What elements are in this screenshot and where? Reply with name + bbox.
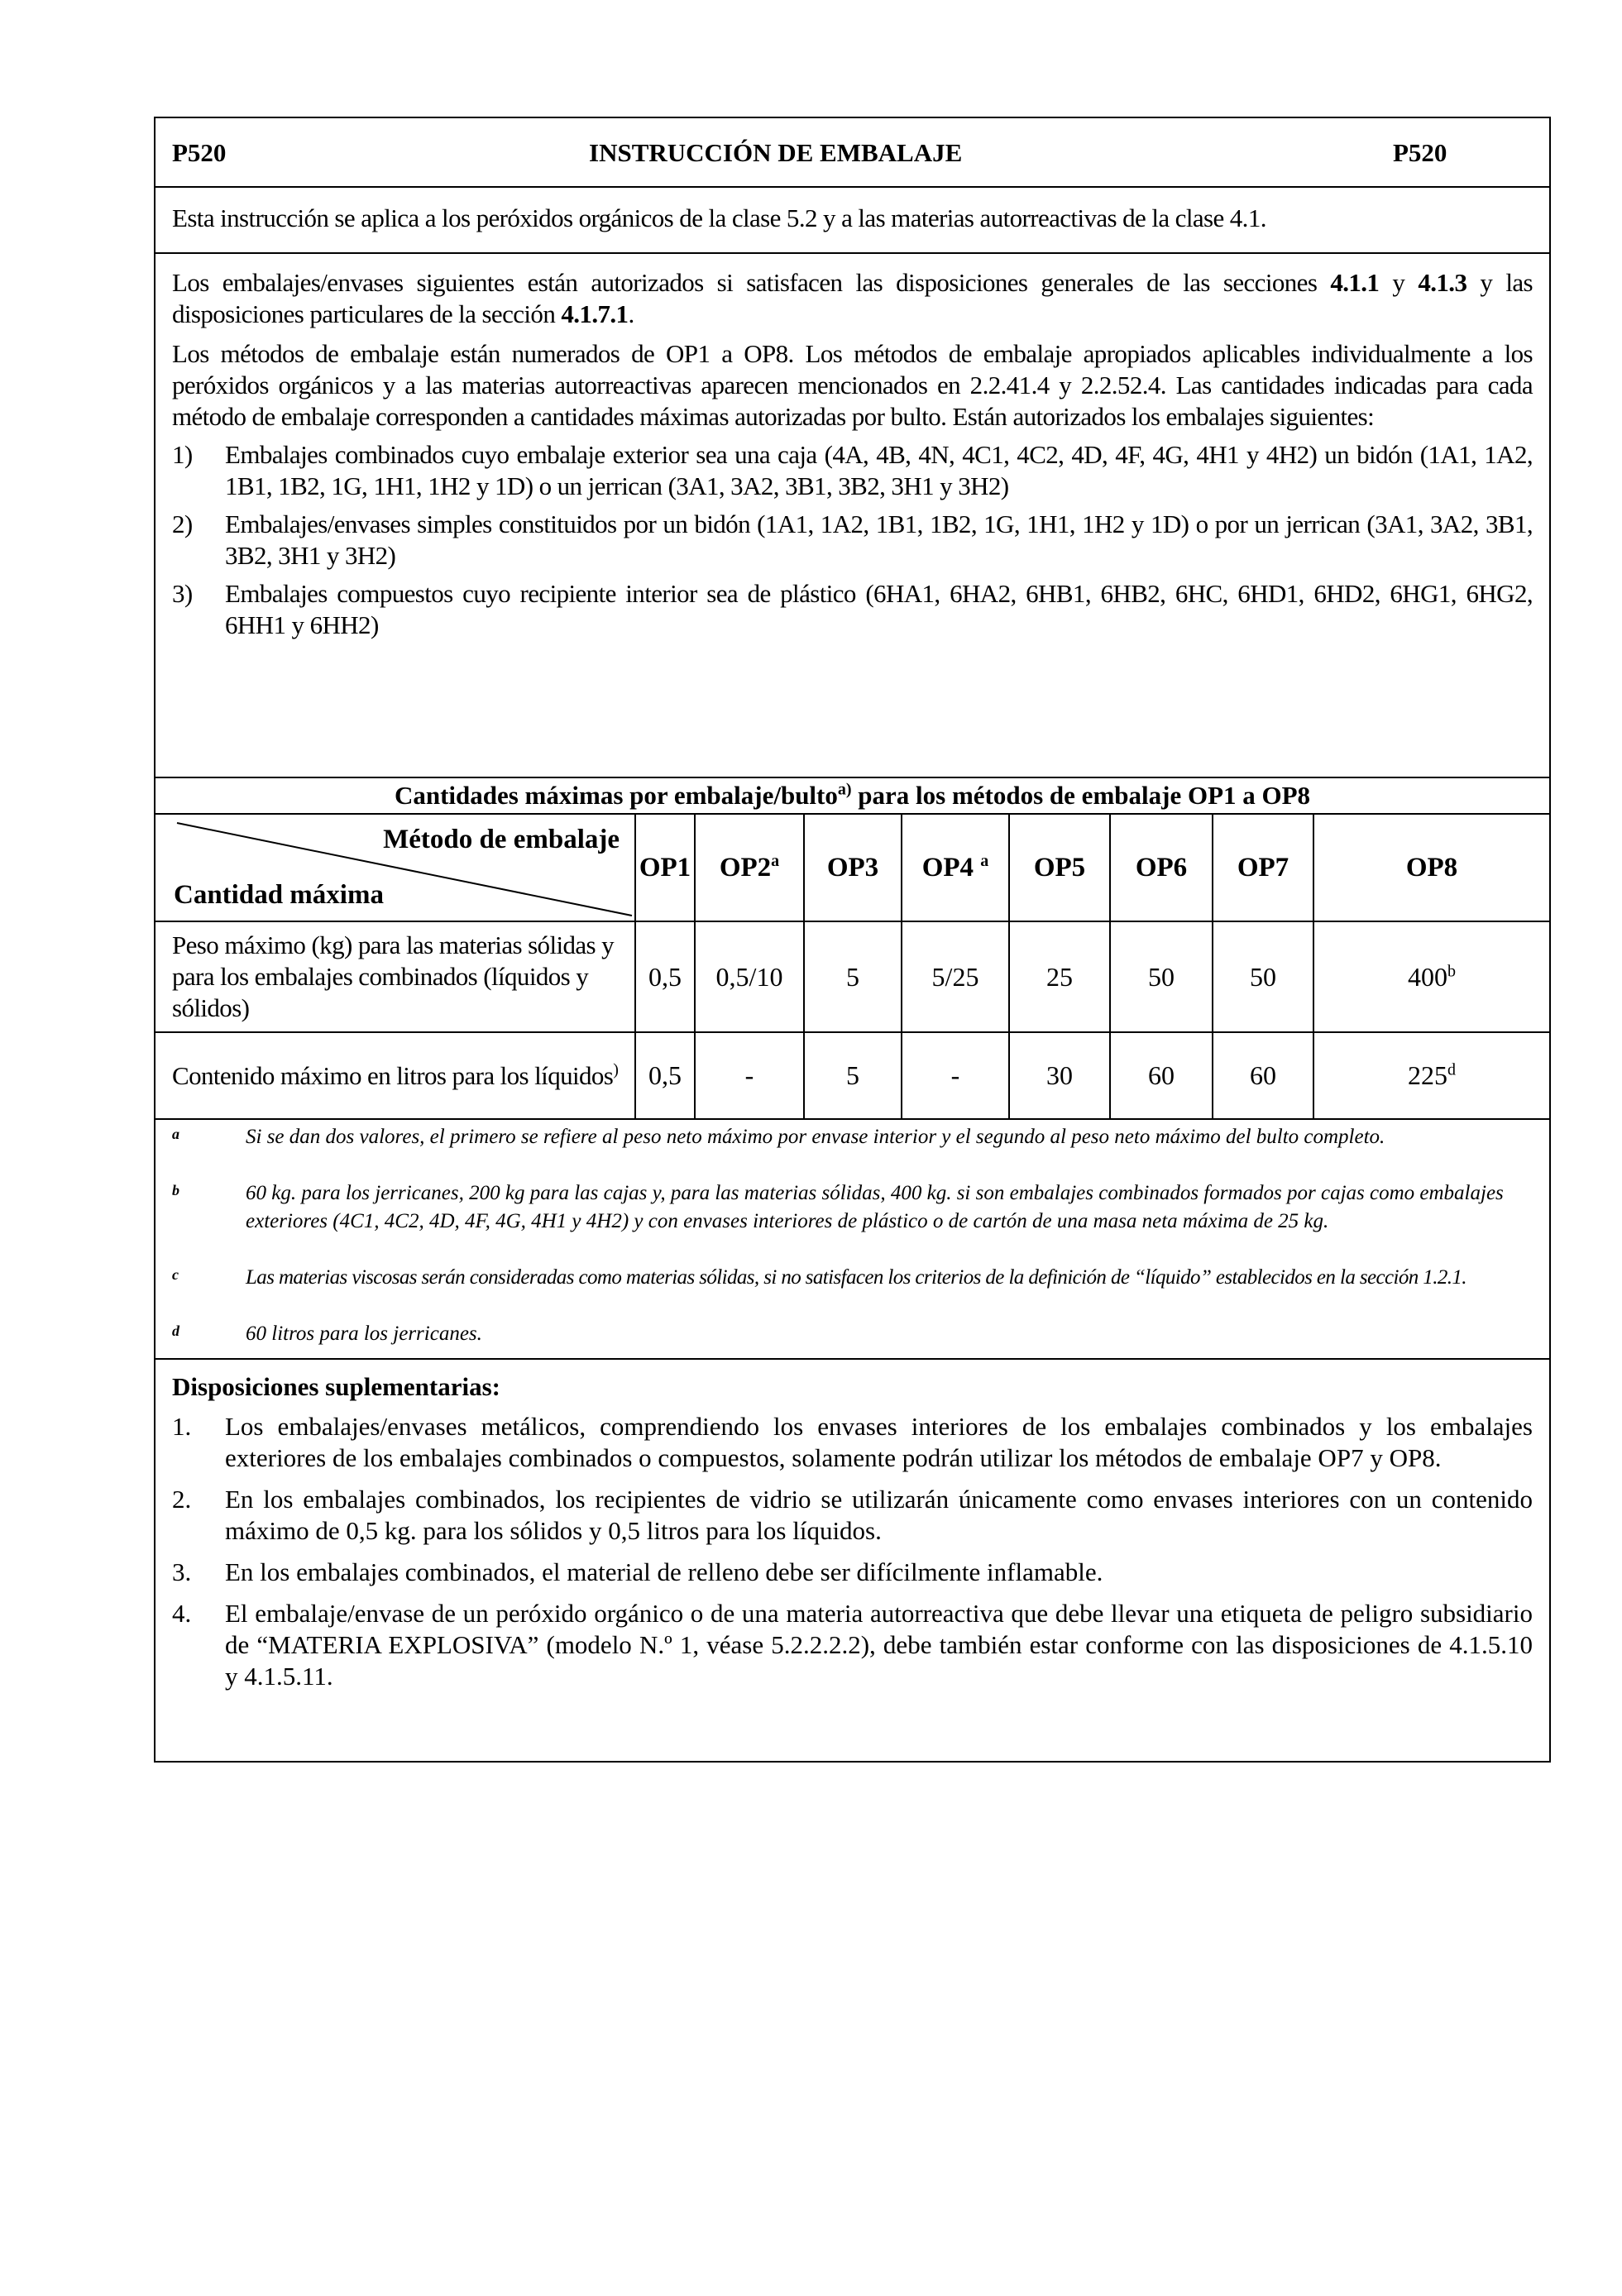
table-cell: 5/25 (902, 921, 1009, 1032)
instruction-header (156, 118, 1549, 188)
authorized-packagings (156, 254, 1549, 778)
table-cell: 50 (1110, 921, 1213, 1032)
table-footnotes (156, 1120, 1549, 1360)
packaging-item-2: 2) Embalajes/envases simples constituidos por un bidón (1A1, 1A2, 1B1, 1B2, 1G, 1H1, 1H2 y 1D) o por un jerrican (3A1, 3A2, 3B1, 3B2, 3H1 y 3H2) (172, 509, 1533, 570)
table-row-max-mass (156, 921, 1549, 1032)
table-title: Cantidades máximas por embalaje/bulto$^{a)}$ para los métodos de embalaje OP1 a OP8 (156, 778, 1549, 814)
provision-4: 4. El embalaje/envase de un peróxido orgánico o de una materia autorreactiva que debe llevar una etiqueta de peligro subsidiario de “MATERIA EXPLOSIVA” (modelo N.º 1, véase 5.2.2.2.2), debe también estar conforme con las disposiciones de 4.1.5.10 y 4.1.5.11. (172, 1599, 1533, 1691)
methods-paragraph: Los métodos de embalaje están numerados de OP1 a OP8. Los métodos de embalaje apropiados aplicables individualmente a los peróxidos orgánicos y a las materias autorreactivas aparecen mencionados en 2.2.41.4 y 2.2.52.4. Las cantidades indicadas para cada método de embalaje corresponden a cantidades máximas autorizadas por bulto. Están autorizados los embalajes siguientes: (172, 339, 1533, 431)
table-cell: 5 (804, 921, 902, 1032)
scope-text: Esta instrucción se aplica a los peróxidos orgánicos de la clase 5.2 y a las materias autorreactivas de la clase 4.1. (156, 188, 1549, 254)
table-cell: 50 (1213, 921, 1313, 1032)
column-header-op5: OP5 (1009, 814, 1110, 921)
table-cell: - (695, 1032, 804, 1118)
quantities-table (156, 778, 1549, 1118)
instruction-code-right: P520 (1393, 138, 1447, 167)
footnote-a: a Si se dan dos valores, el primero se refiere al peso neto máximo por envase interior y el segundo al peso neto máximo del bulto completo. (172, 1126, 1385, 1148)
column-header-op6: OP6 (1110, 814, 1213, 921)
table-cell: 25 (1009, 921, 1110, 1032)
column-header-op4: OP4 $^a$ (902, 814, 1009, 921)
provision-1: 1. Los embalajes/envases metálicos, comprendiendo los envases interiores de los embalajes combinados y los embalajes exteriores de los embalajes combinados o compuestos, solamente podrán utilizar los métodos de embalaje OP7 y OP8. (172, 1412, 1533, 1472)
instruction-code-left: P520 (172, 138, 227, 167)
general-provisions-paragraph: Los embalajes/envases siguientes están autorizados si satisfacen las disposiciones generales de las secciones 4.1.1 y 4.1.3 y las disposiciones particulares de la sección 4.1.7.1. (172, 268, 1533, 328)
footnote-b: b 60 kg. para los jerricanes, 200 kg para las cajas y, para las materias sólidas, 400 kg. si son embalajes combinados formados por cajas como embalajes exteriores (4C1, 4C2, 4D, 4F, 4G, 4H1 y 4H2) y con envases interiores de plástico o de cartón de una masa neta máxima de 25 kg. (172, 1182, 1504, 1232)
table-cell: 60 (1213, 1032, 1313, 1118)
table-row-max-volume (156, 1032, 1549, 1118)
packaging-item-1: 1) Embalajes combinados cuyo embalaje exterior sea una caja (4A, 4B, 4N, 4C1, 4C2, 4D, 4F, 4G, 4H1 y 4H2) un bidón (1A1, 1A2, 1B1, 1B2, 1G, 1H1, 1H2 y 1D) o un jerrican (3A1, 3A2, 3B1, 3B2, 3H1 y 3H2) (172, 440, 1533, 500)
table-cell: 60 (1110, 1032, 1213, 1118)
column-header-op3: OP3 (804, 814, 902, 921)
column-header-op2: OP2$^a$ (695, 814, 804, 921)
table-cell: 0,5 (635, 921, 695, 1032)
packing-instruction-frame (154, 117, 1551, 1763)
instruction-title: INSTRUCCIÓN DE EMBALAJE (589, 138, 963, 167)
footnote-d: d 60 litros para los jerricanes. (172, 1323, 482, 1345)
column-header-op7: OP7 (1213, 814, 1313, 921)
provision-2: 2. En los embalajes combinados, los recipientes de vidrio se utilizarán únicamente como envases interiores con un contenido máximo de 0,5 kg. para los sólidos y 0,5 litros para los líquidos. (172, 1485, 1533, 1545)
table-cell: 0,5/10 (695, 921, 804, 1032)
method-header: Método de embalaje (383, 825, 620, 854)
table-cell: 0,5 (635, 1032, 695, 1118)
provision-3: 3. En los embalajes combinados, el material de relleno debe ser difícilmente inflamable. (172, 1557, 1103, 1586)
quantity-header: Cantidad máxima (174, 880, 384, 910)
table-corner-cell (156, 814, 635, 921)
footnote-c: c Las materias viscosas serán consideradas como materias sólidas, si no satisfacen los criterios de la definición de “líquido” establecidos en la sección 1.2.1. (172, 1266, 1466, 1289)
quantities-table-section (156, 778, 1549, 1120)
row-label-max-mass: Peso máximo (kg) para las materias sólidas y para los embalajes combinados (líquidos y sólidos) (156, 921, 635, 1032)
column-header-op8: OP8 (1313, 814, 1549, 921)
table-cell: 400$^b$ (1313, 921, 1549, 1032)
table-cell: - (902, 1032, 1009, 1118)
supplementary-title: Disposiciones suplementarias: (172, 1372, 500, 1401)
supplementary-provisions (156, 1360, 1549, 1761)
table-cell: 5 (804, 1032, 902, 1118)
packaging-item-3: 3) Embalajes compuestos cuyo recipiente interior sea de plástico (6HA1, 6HA2, 6HB1, 6HB2, 6HC, 6HD1, 6HD2, 6HG1, 6HG2, 6HH1 y 6HH2) (172, 579, 1533, 639)
column-header-op1: OP1 (635, 814, 695, 921)
table-cell: 30 (1009, 1032, 1110, 1118)
table-cell: 225$^d$ (1313, 1032, 1549, 1118)
row-label-max-volume: Contenido máximo en litros para los líquidos) (156, 1032, 635, 1118)
